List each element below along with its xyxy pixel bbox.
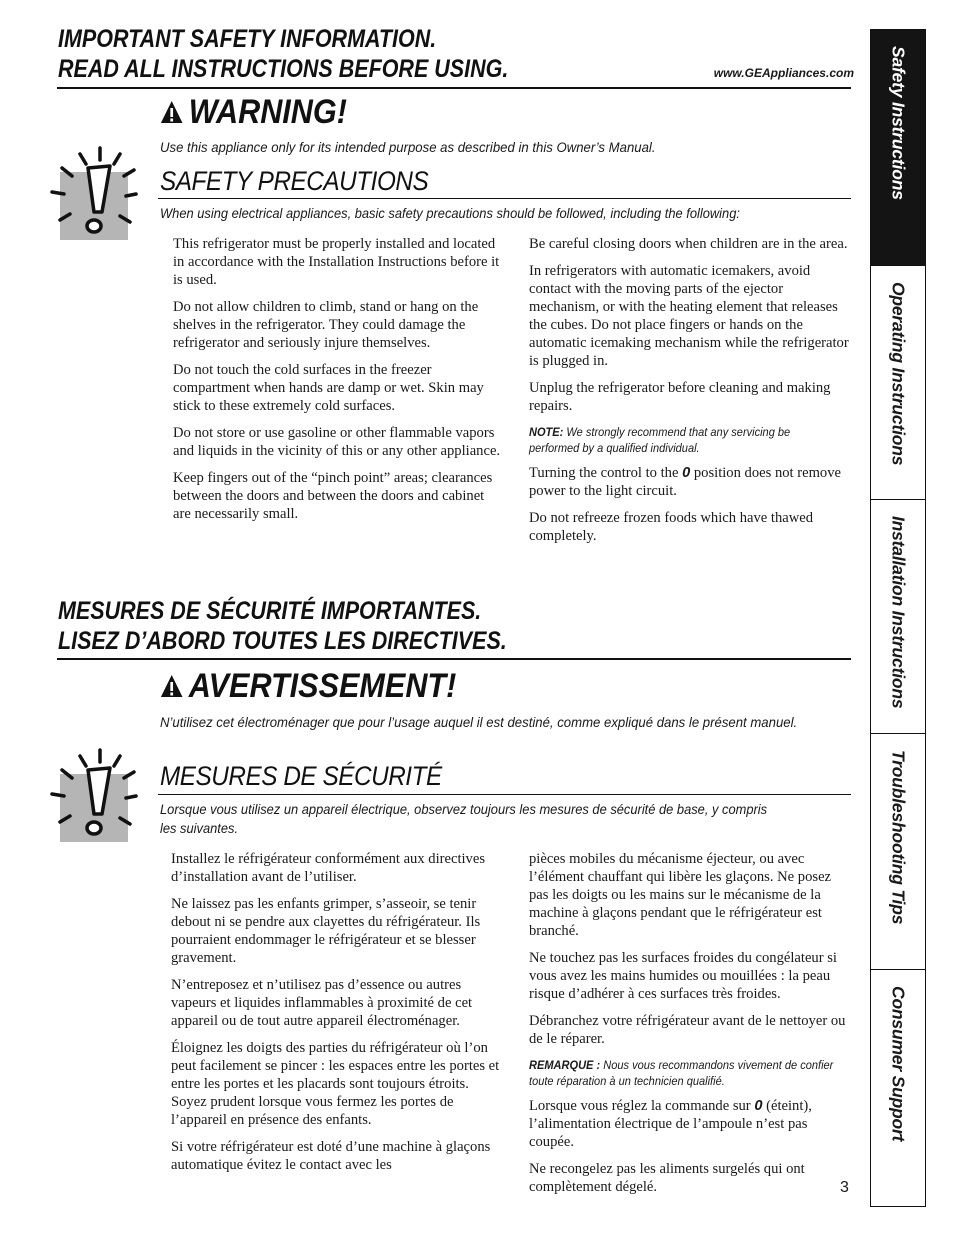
- paragraph: [529, 464, 854, 500]
- caution-exclamation-icon: [50, 748, 142, 848]
- paragraph: This refrigerator must be properly installed and located in accordance with the Installation Instructions before it is used.: [173, 236, 500, 288]
- french-warning-title: AVERTISSEMENT!: [188, 667, 457, 705]
- french-column-1: [171, 850, 503, 1183]
- paragraph: Do not refreeze frozen foods which have thawed completely.: [529, 510, 814, 544]
- tab-label: Safety Instructions: [888, 46, 909, 200]
- zero-position: 0: [754, 1098, 763, 1114]
- header-divider: [57, 87, 851, 89]
- turning-text-end: position does not remove power to the light circuit.: [529, 465, 842, 499]
- paragraph: Do not allow children to climb, stand or hang on the shelves in the refrigerator. They could damage the refrigerator and seriously injure themselves.: [173, 299, 479, 351]
- note-text: Nous vous recommandons vivement de confier toute réparation à un technicien qualifié.: [529, 1058, 834, 1088]
- english-column-1: [173, 235, 503, 532]
- french-section-title: MESURES DE SÉCURITÉ: [160, 761, 442, 791]
- warning-intro: Use this appliance only for its intended purpose as described in this Owner’s Manual.: [160, 139, 656, 155]
- tab-troubleshooting-tips[interactable]: [871, 733, 925, 969]
- french-header-line-1: MESURES DE SÉCURITÉ IMPORTANTES.: [58, 597, 482, 625]
- paragraph: pièces mobiles du mécanisme éjecteur, ou avec l’élément chauffant qui libère les glaçons. Ne posez pas les doigts ou les mains sur le mécanisme de la machine à glaçons pendant que le réfrigérateur est branché.: [529, 851, 832, 939]
- section-title: SAFETY PRECAUTIONS: [160, 166, 429, 196]
- note: [529, 1057, 842, 1089]
- note-label: REMARQUE :: [529, 1058, 601, 1072]
- turning-text: Turning the control to the: [529, 465, 683, 481]
- paragraph: Unplug the refrigerator before cleaning and making repairs.: [529, 380, 831, 414]
- tab-operating-instructions[interactable]: [871, 265, 925, 499]
- paragraph: Keep fingers out of the “pinch point” areas; clearances between the doors and between the doors and cabinet are necessarily small.: [173, 470, 493, 522]
- turning-text-end: (éteint), l’alimentation électrique de l’ampoule n’est pas coupée.: [529, 1098, 812, 1150]
- paragraph: Do not store or use gasoline or other flammable vapors and liquids in the vicinity of this or any other appliance.: [173, 425, 501, 459]
- section-lead: When using electrical appliances, basic safety precautions should be followed, including the following:: [160, 205, 740, 221]
- warning-heading: [160, 92, 347, 132]
- caution-exclamation-icon: [50, 146, 142, 246]
- french-header: [58, 596, 507, 656]
- header-line-2: READ ALL INSTRUCTIONS BEFORE USING.: [58, 55, 509, 83]
- paragraph: Éloignez les doigts des parties du réfrigérateur où l’on peut facilement se pincer : les espaces entre les portes et entre les portes et les placards sont toujours étroits. Soyez prudent lorsque vous fermez les portes de l’appareil en présence des enfants.: [171, 1040, 500, 1128]
- french-header-divider: [57, 658, 851, 660]
- english-column-2: [529, 235, 854, 554]
- section-tabs: [870, 29, 926, 1207]
- warning-triangle-icon: [160, 100, 183, 124]
- paragraph: Do not touch the cold surfaces in the freezer compartment when hands are damp or wet. Skin may stick to these extremely cold surfaces.: [173, 362, 484, 414]
- paragraph: Ne laissez pas les enfants grimper, s’asseoir, se tenir debout ni se pendre aux clayettes du réfrigérateur. Ils pourraient endommager le réfrigérateur et se blesser gravement.: [171, 896, 481, 966]
- paragraph: Si votre réfrigérateur est doté d’une machine à glaçons automatique évitez le contact avec les: [171, 1139, 491, 1173]
- paragraph: Ne touchez pas les surfaces froides du congélateur si vous avez les mains humides ou mouillées : la peau risque d’adhérer à ces surfaces très froides.: [529, 950, 837, 1002]
- header-line-1: IMPORTANT SAFETY INFORMATION.: [58, 25, 437, 53]
- french-section-divider: [158, 794, 851, 795]
- paragraph: N’entreposez et n’utilisez pas d’essence ou autres vapeurs et liquides inflammables à proximité de cet appareil ou de tout autre appareil électroménager.: [171, 977, 473, 1029]
- paragraph: Be careful closing doors when children are in the area.: [529, 236, 848, 252]
- paragraph: Ne recongelez pas les aliments surgelés qui ont complètement dégelé.: [529, 1161, 805, 1195]
- tab-safety-instructions[interactable]: [871, 29, 925, 265]
- turning-text: Lorsque vous réglez la commande sur: [529, 1098, 755, 1114]
- note: [529, 424, 842, 456]
- french-header-line-2: LISEZ D’ABORD TOUTES LES DIRECTIVES.: [58, 627, 507, 655]
- paragraph: [529, 1097, 854, 1151]
- warning-triangle-icon: [160, 674, 183, 698]
- tab-installation-instructions[interactable]: [871, 499, 925, 733]
- tab-label: Installation Instructions: [888, 516, 909, 709]
- tab-label: Consumer Support: [888, 986, 909, 1142]
- tab-label: Troubleshooting Tips: [888, 750, 909, 925]
- french-section-lead: Lorsque vous utilisez un appareil électrique, observez toujours les mesures de sécurité de base, y compris les suivantes.: [160, 801, 768, 836]
- page-header: [58, 24, 508, 84]
- warning-title: WARNING!: [188, 93, 347, 131]
- paragraph: Installez le réfrigérateur conformément aux directives d’installation avant de l’utiliser.: [171, 851, 486, 885]
- section-divider: [158, 198, 851, 199]
- french-warning-heading: [160, 666, 456, 706]
- website-link[interactable]: www.GEAppliances.com: [713, 66, 854, 80]
- tab-consumer-support[interactable]: [871, 969, 925, 1206]
- tab-label: Operating Instructions: [888, 282, 909, 466]
- zero-position: 0: [682, 465, 691, 481]
- french-warning-intro: N’utilisez cet électroménager que pour l’usage auquel il est destiné, comme expliqué dans le présent manuel.: [160, 714, 798, 730]
- paragraph: In refrigerators with automatic icemakers, avoid contact with the moving parts of the ejector mechanism, or with the heating element that releases the cubes. Do not place fingers or hands on the automatic icemaking mechanism while the refrigerator is plugged in.: [529, 263, 849, 369]
- page-number: 3: [840, 1179, 849, 1196]
- note-label: NOTE:: [529, 425, 564, 439]
- paragraph: Débranchez votre réfrigérateur avant de le nettoyer ou de le réparer.: [529, 1013, 846, 1047]
- note-text: We strongly recommend that any servicing be performed by a qualified individual.: [529, 425, 791, 455]
- french-column-2: [529, 850, 854, 1205]
